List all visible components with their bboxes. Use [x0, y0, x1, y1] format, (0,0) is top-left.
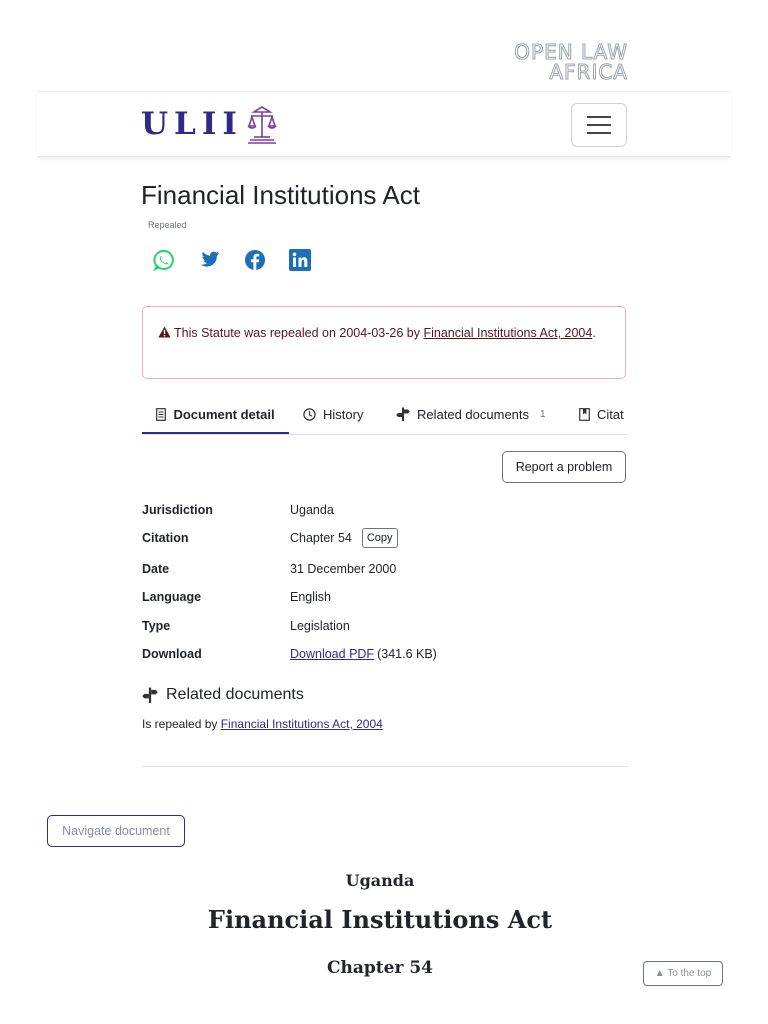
report-problem-button[interactable]: Report a problem — [502, 451, 626, 483]
hamburger-icon-bar — [587, 124, 611, 126]
detail-value: Legislation — [290, 619, 350, 633]
document-tabs — [142, 396, 628, 435]
openlaw-logo-line2: AFRICA — [549, 60, 628, 84]
page-title: Financial Institutions Act — [141, 180, 420, 210]
hamburger-icon-bar — [587, 132, 611, 134]
tab-label: History — [323, 406, 364, 422]
detail-value: 31 December 2000 — [290, 562, 397, 576]
linkedin-icon — [289, 249, 311, 271]
openlaw-africa-logo[interactable] — [500, 42, 628, 86]
copy-citation-button[interactable]: Copy — [362, 528, 398, 548]
tab-label: Document detail — [173, 406, 275, 422]
clock-icon — [303, 408, 316, 421]
bookmark-icon — [579, 408, 590, 421]
repeal-alert — [142, 306, 626, 379]
whatsapp-icon — [153, 249, 175, 271]
hamburger-icon-bar — [587, 116, 611, 118]
tab-label: Citat — [597, 406, 624, 422]
to-the-top-button[interactable]: ▲ To the top — [643, 961, 723, 986]
tab-related-documents[interactable] — [396, 396, 546, 432]
detail-label: Citation — [142, 531, 189, 545]
menu-toggle-button[interactable] — [571, 103, 627, 147]
linkedin-share-button[interactable] — [288, 248, 312, 272]
related-heading-text: Related documents — [166, 686, 304, 703]
document-body-title: Financial Institutions Act — [207, 905, 553, 934]
scales-icon — [245, 104, 279, 144]
status-label: Repealed — [148, 220, 187, 230]
tab-label: Related documents — [417, 406, 530, 422]
detail-label: Jurisdiction — [142, 503, 213, 517]
file-size: (341.6 KB) — [377, 647, 437, 661]
alert-suffix: . — [592, 326, 596, 340]
tab-citations[interactable] — [579, 396, 624, 432]
tab-document-detail[interactable] — [142, 396, 289, 434]
warning-icon — [158, 326, 171, 338]
related-item — [142, 717, 383, 731]
facebook-share-button[interactable] — [243, 248, 267, 272]
related-count-badge: 1 — [540, 408, 546, 420]
openlaw-logo-line1: OPEN LAW — [514, 40, 628, 64]
signpost-icon — [142, 687, 158, 703]
alert-repealing-act-link[interactable]: Financial Institutions Act, 2004 — [423, 326, 593, 340]
document-country: Uganda — [345, 871, 415, 890]
detail-label: Type — [142, 619, 171, 633]
twitter-share-button[interactable] — [197, 248, 221, 272]
site-name: ULII — [141, 106, 243, 142]
related-document-link[interactable]: Financial Institutions Act, 2004 — [220, 717, 383, 731]
detail-value: Uganda — [290, 503, 334, 517]
alert-text: This Statute was repealed on 2004-03-26 by — [174, 326, 424, 340]
detail-label: Language — [142, 590, 202, 604]
tab-history[interactable] — [303, 396, 363, 432]
whatsapp-share-button[interactable] — [152, 248, 176, 272]
detail-label: Download — [142, 647, 202, 661]
site-logo[interactable] — [141, 101, 279, 147]
twitter-icon — [198, 250, 220, 270]
related-documents-heading — [142, 686, 304, 704]
relation-label: Is repealed by — [142, 717, 221, 731]
document-chapter: Chapter 54 — [327, 958, 433, 978]
signpost-icon — [396, 407, 410, 421]
navigate-document-button[interactable]: Navigate document — [47, 815, 185, 847]
detail-label: Date — [142, 562, 170, 576]
document-icon — [156, 408, 166, 421]
section-divider — [142, 766, 628, 767]
detail-value: English — [290, 590, 331, 604]
facebook-icon — [244, 249, 266, 271]
citation-value: Chapter 54 — [290, 531, 352, 545]
download-pdf-link[interactable]: Download PDF — [290, 647, 375, 661]
